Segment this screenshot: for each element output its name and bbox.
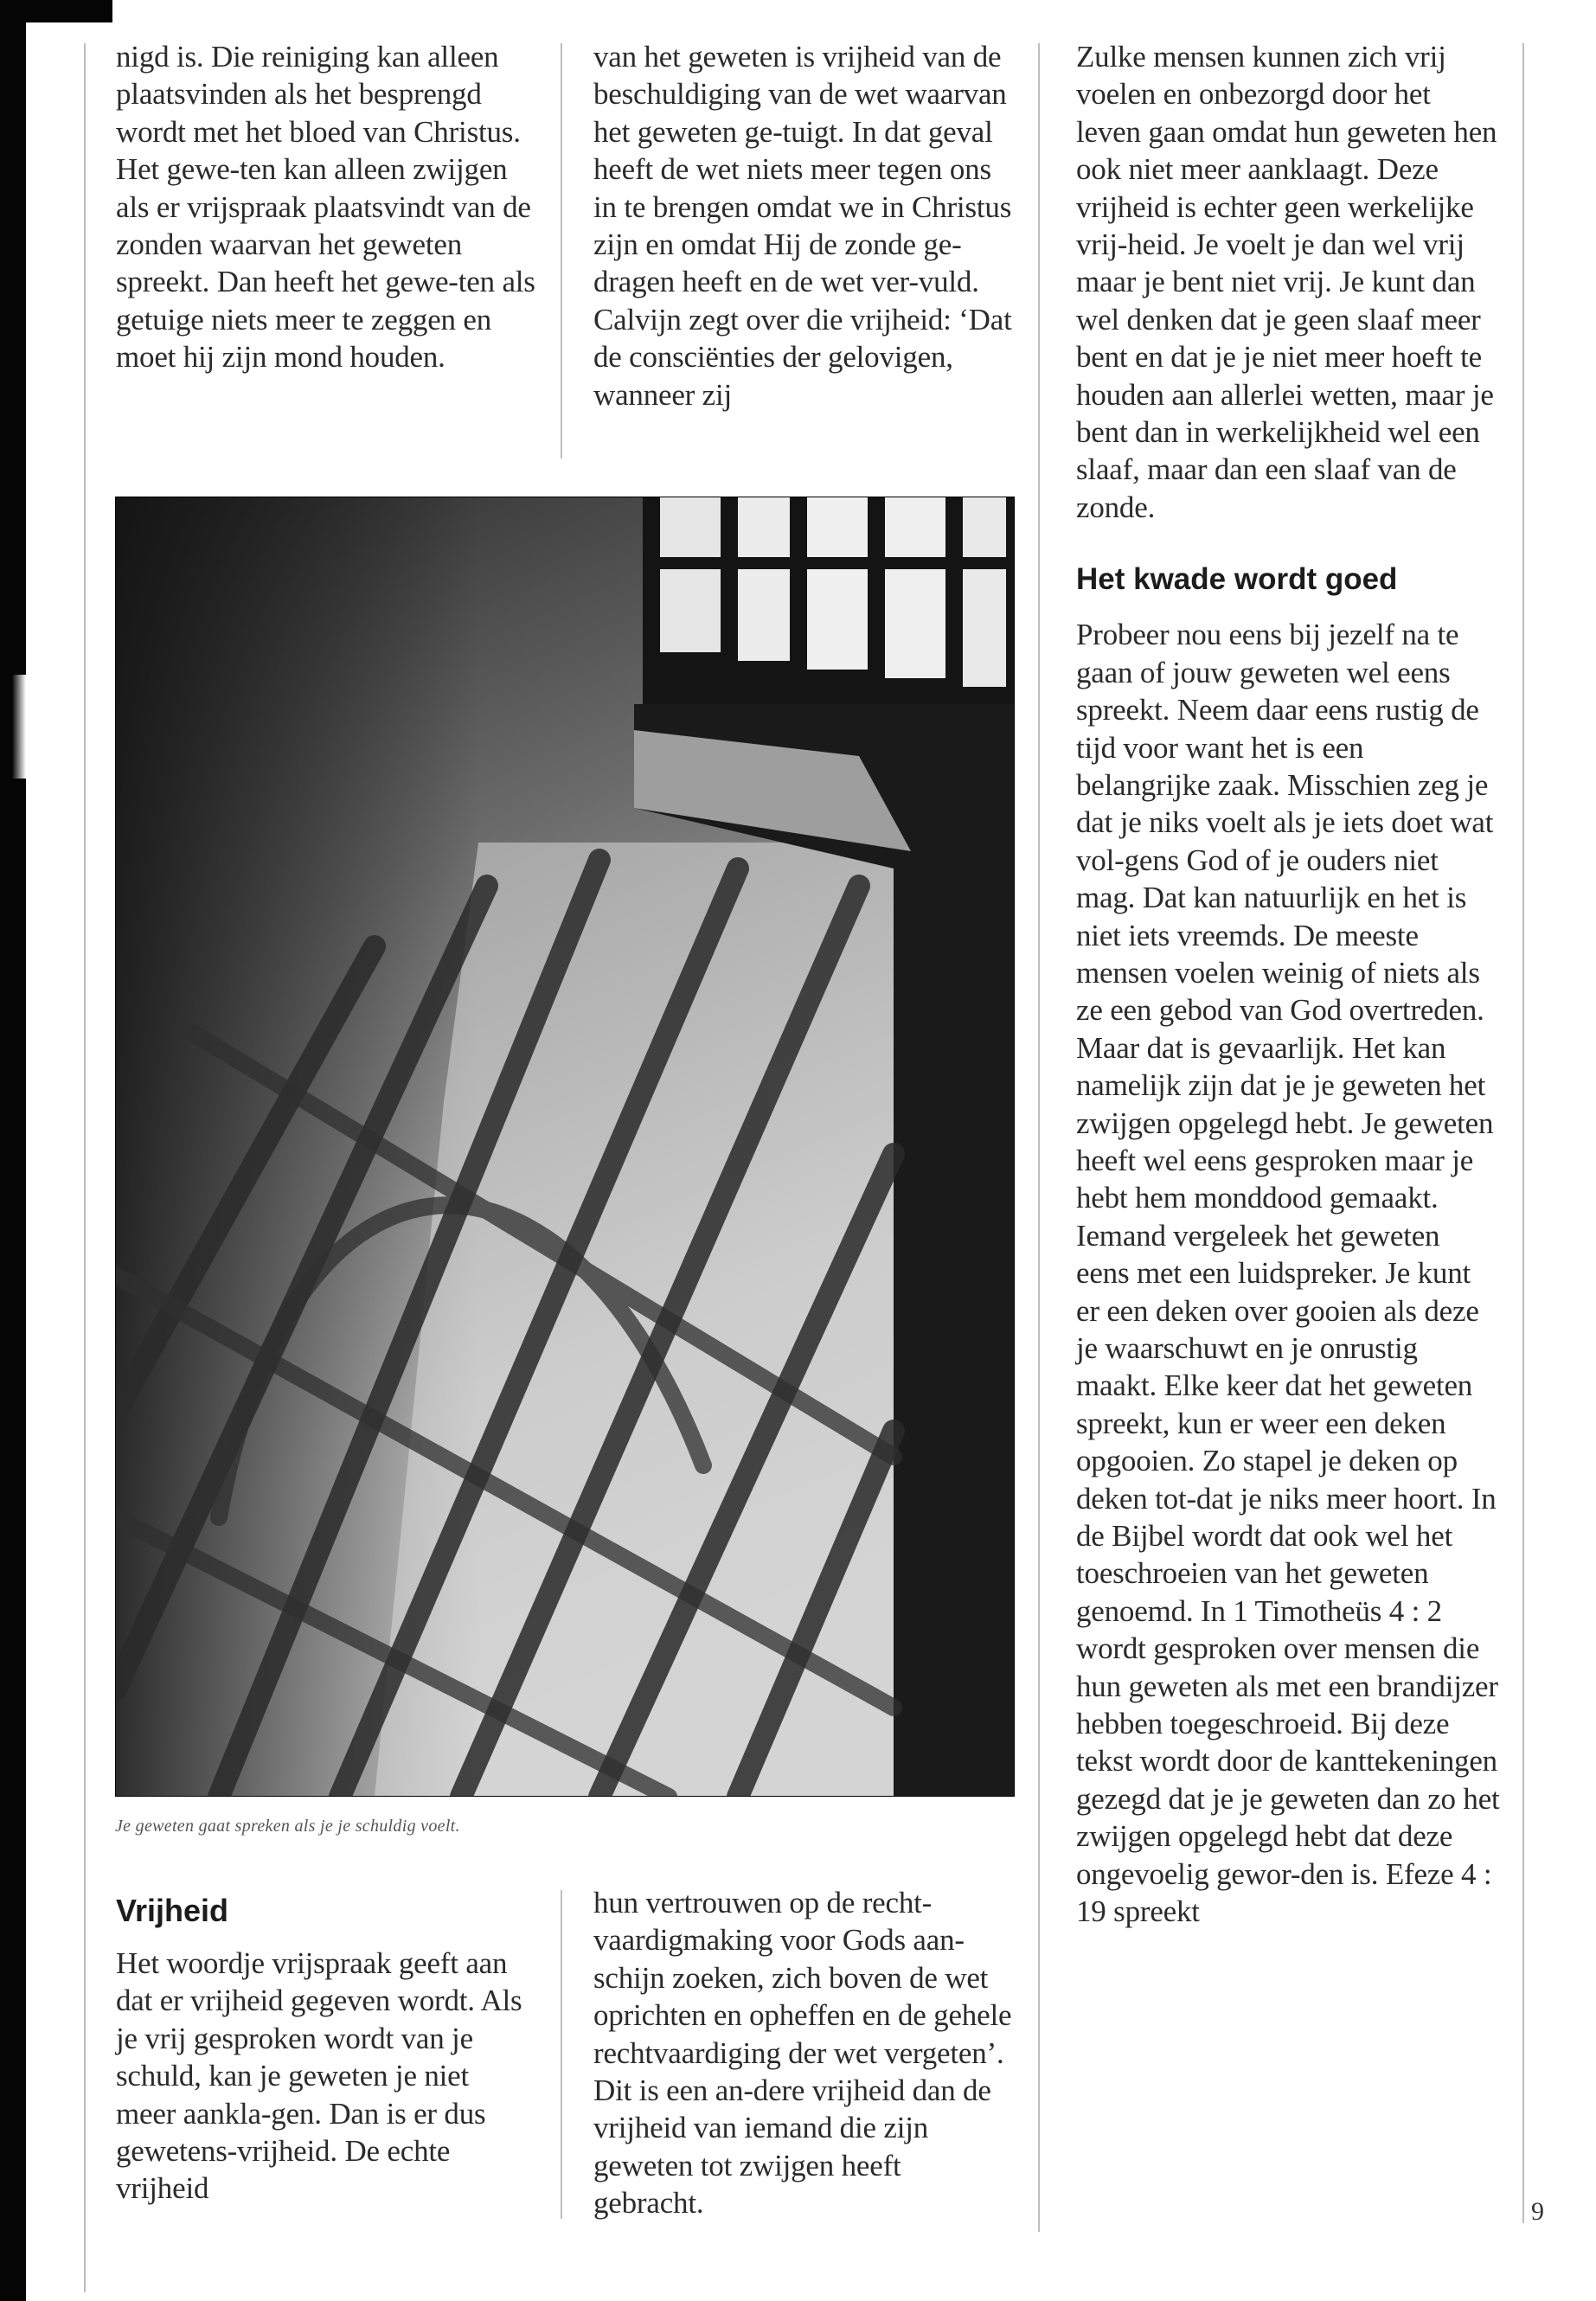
bottom-column-2: [593, 1884, 1017, 2222]
binding-edge-top: [0, 0, 112, 22]
column-rule: [1522, 43, 1524, 2223]
window-shadow-photo: [115, 497, 1015, 1797]
bottom-column-1: [116, 1893, 535, 2208]
column-rule: [561, 1890, 562, 2219]
body-text: Het woordje vrijspraak geeft aan dat er vrijheid gegeven wordt. Als je vrij gesproken wordt van je schuld, kan je geweten je niet meer aankla-gen. Dan is er dus gewetens-vrijheid. De echte vrijheid: [116, 1946, 522, 2206]
top-column-1: [116, 38, 535, 376]
body-text: van het geweten is vrijheid van de beschuldiging van de wet waarvan het geweten ge-tuigt. In dat geval heeft de wet niets meer tegen ons in te brengen omdat we in Christus zijn en omdat Hij de zonde ge-dragen heeft en de wet ver-vuld. Calvijn zegt over die vrijheid: ‘Dat de consciënties der gelovigen, wanneer zij: [593, 40, 1012, 412]
page-number: 9: [1531, 2197, 1544, 2226]
binding-edge-fade: [0, 675, 26, 779]
top-column-2: [593, 38, 1017, 413]
column-rule: [1038, 43, 1040, 2232]
column-rule: [561, 43, 562, 458]
section-heading: Vrijheid: [116, 1893, 229, 1928]
photo-caption: Je geweten gaat spreken als je je schuldig voelt.: [115, 1817, 460, 1836]
column-rule: [84, 43, 86, 2292]
body-text: Probeer nou eens bij jezelf na te gaan of jouw geweten wel eens spreekt. Neem daar eens rustig de tijd voor want het is een belangrijke zaak. Misschien zeg je dat je niks voelt als je iets doet wat vol-gens God of je ouders niet mag. Dat kan natuurlijk en het is niet iets vreemds. De meeste mensen voelen weinig of niets als ze een gebod van God overtreden. Maar dat is gevaarlijk. Het kan namelijk zijn dat je je geweten het zwijgen opgelegd hebt. Je geweten heeft wel eens gesproken maar je hebt hem monddood gemaakt. Iemand vergeleek het geweten eens met een luidspreker. Je kunt er een deken over gooien als deze je waarschuwt en je onrustig maakt. Elke keer dat het geweten spreekt, kun er weer een deken opgooien. Zo stapel je deken op deken tot-dat je niks meer hoort. In de Bijbel wordt dat ook wel het toeschroeien van het geweten genoemd. In 1 Timotheüs 4 : 2 wordt gesproken over mensen die hun geweten als met een brandijzer hebben toegeschroeid. Bij deze tekst wordt door de kanttekeningen gezegd dat je je geweten dan zo het zwijgen opgelegd hebt dat deze ongevoelig gewor-den is. Efeze 4 : 19 spreekt: [1076, 618, 1500, 1929]
section-heading: Het kwade wordt goed: [1076, 562, 1398, 597]
body-text: hun vertrouwen op de recht-vaardigmaking voor Gods aan-schijn zoeken, zich boven de wet oprichten en opheffen en de gehele rechtvaardiging der wet vergeten’. Dit is een an-dere vrijheid dan de vrijheid van iemand die zijn geweten tot zwijgen heeft gebracht.: [593, 1886, 1012, 2221]
body-text: nigd is. Die reiniging kan alleen plaatsvinden als het besprengd wordt met het bloed van Christus. Het gewe-ten kan alleen zwijgen als er vrijspraak plaatsvindt van de zonden waarvan het geweten spreekt. Dan heeft het gewe-ten als getuige niets meer te zeggen en moet hij zijn mond houden.: [116, 40, 535, 375]
right-column: [1076, 38, 1500, 1931]
binding-edge: [0, 0, 26, 2301]
body-text: Zulke mensen kunnen zich vrij voelen en onbezorgd door het leven gaan omdat hun geweten hen ook niet meer aanklaagt. Deze vrijheid is echter geen werkelijke vrij-heid. Je voelt je dan wel vrij maar je bent niet vrij. Je kunt dan wel denken dat je geen slaaf meer bent en dat je je niet meer hoeft te houden aan allerlei wetten, maar je bent dan in werkelijkheid wel een slaaf, maar dan een slaaf van de zonde.: [1076, 40, 1497, 524]
